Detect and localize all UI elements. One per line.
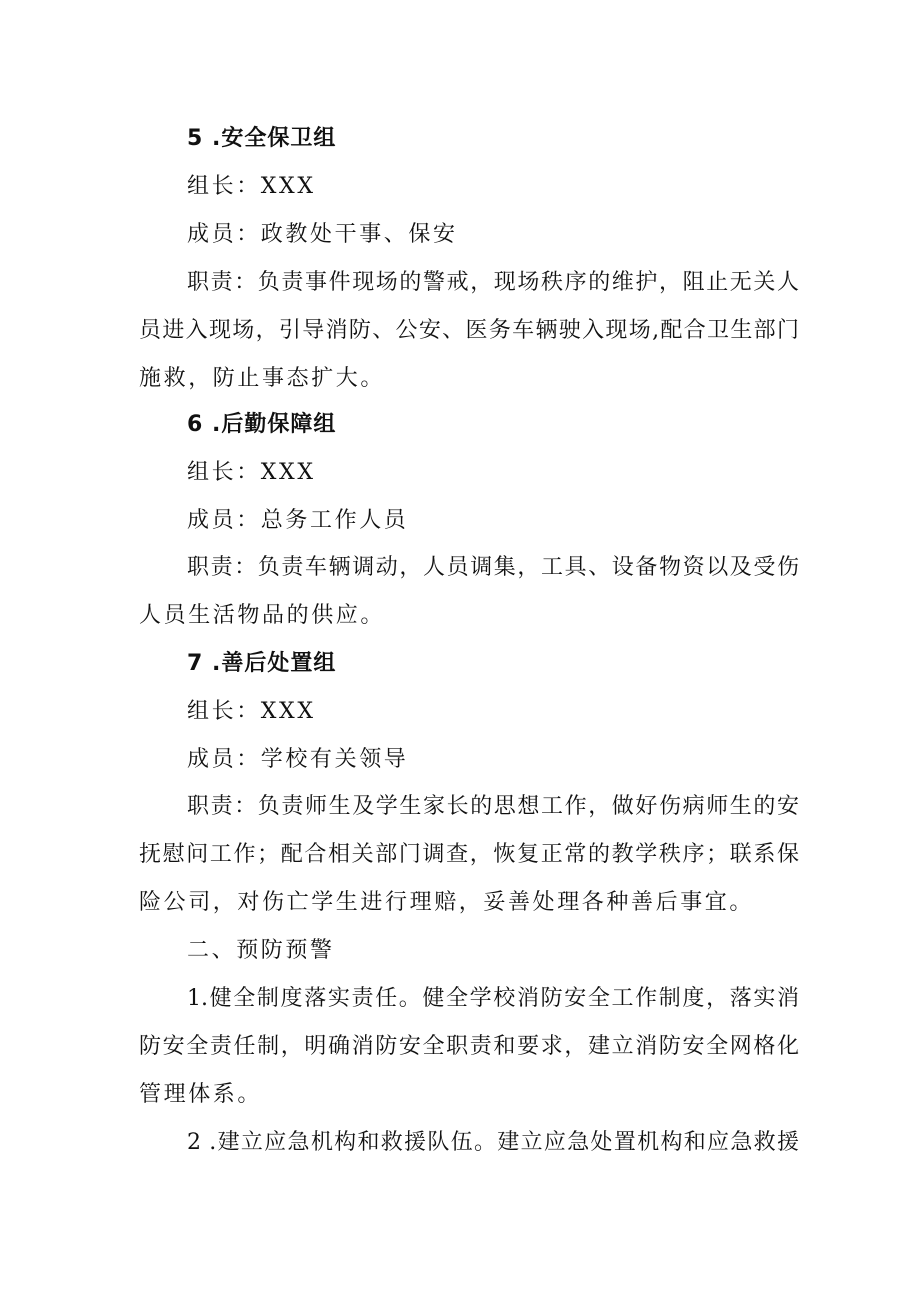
section-heading: 6 .后勤保障组 — [187, 412, 337, 437]
duty-line: 人员生活物品的供应。 — [139, 603, 386, 628]
duty-line: 职责：负责车辆调动，人员调集，工具、设备物资以及受伤 — [187, 555, 799, 580]
duty-line: 险公司，对伤亡学生进行理赔，妥善处理各种善后事宜。 — [139, 890, 755, 915]
section-heading: 5 .安全保卫组 — [187, 126, 337, 151]
group-leader: 组长：XXX — [187, 699, 316, 724]
duty-line: 施救，防止事态扩大。 — [139, 366, 386, 391]
duty-line: 员进入现场，引导消防、公安、医务车辆驶入现场,配合卫生部门 — [139, 318, 799, 343]
paragraph-line: 管理体系。 — [139, 1082, 263, 1107]
chapter-heading: 二、预防预警 — [187, 938, 335, 963]
paragraph-line: 1.健全制度落实责任。健全学校消防安全工作制度，落实消 — [187, 986, 799, 1011]
group-leader: 组长：XXX — [187, 460, 316, 485]
section-heading: 7 .善后处置组 — [187, 651, 337, 676]
duty-line: 职责：负责事件现场的警戒，现场秩序的维护，阻止无关人 — [187, 270, 799, 295]
group-members: 成员：政教处干事、保安 — [187, 222, 458, 247]
paragraph-line: 2 .建立应急机构和救援队伍。建立应急处置机构和应急救援 — [187, 1130, 799, 1155]
group-members: 成员：学校有关领导 — [187, 747, 409, 772]
paragraph-line: 防安全责任制，明确消防安全职责和要求，建立消防安全网格化 — [139, 1034, 799, 1059]
duty-line: 抚慰问工作；配合相关部门调查，恢复正常的教学秩序；联系保 — [139, 842, 799, 867]
group-members: 成员：总务工作人员 — [187, 508, 409, 533]
group-leader: 组长：XXX — [187, 174, 316, 199]
duty-line: 职责：负责师生及学生家长的思想工作，做好伤病师生的安 — [187, 794, 799, 819]
